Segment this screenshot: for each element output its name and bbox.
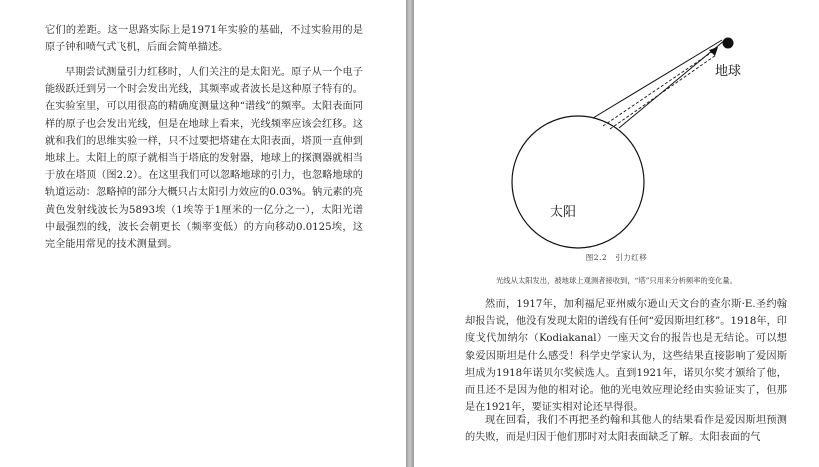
figure-caption-text: 光线从太阳发出，被地球上观测者接收到，“塔”只用来分析频率的变化量。: [496, 276, 737, 285]
paragraph: 早期尝试测量引力红移时，人们关注的是太阳光。原子从一个电子能级跃迁到另一个时会发出光线，其频率或者波长是这种原子特有的。在实验室里，可以用很高的精确度测量这种“谱线”的频率。太阳表面同样的原子也会发出光线，但是在地球上看来，光线频率应该会红移。这就和我们的思维实验一样，只不过要把塔建在太阳表面，塔顶一直伸到地球上。太阳上的原子就相当于塔底的发射器，地球上的探测器就相当于放在塔顶（图2.2）。在这里我们可以忽略地球的引力，也忽略地球的轨道运动：忽略掉的部分大概只占太阳引力效应的0.03%。钠元素的亮黄色发射线波长为5893埃（1埃等于1厘米的一亿分之一），太阳光谱中最强烈的线，波长会朝更长（频率变低）的方向移动0.0125埃，这完全能用常见的技术测量到。: [45, 67, 363, 251]
tower-outline: [593, 40, 722, 118]
sun-label: 太阳: [550, 205, 577, 220]
paragraph: 现在回看，我们不再把圣约翰和其他人的结果看作是爱因斯坦预测的失败，而是归因于他们那时对太阳表面缺乏了解。太阳表面的气: [465, 415, 787, 444]
earth-dot: [723, 38, 734, 49]
gravitational-redshift-figure: [506, 30, 756, 255]
paragraph: 然而，1917年，加利福尼亚州威尔逊山天文台的查尔斯·E.圣约翰却报告说，他没有发现太阳的谱线有任何“爱因斯坦红移”。1918年，印度戈代加纳尔（Kodiakanal）一座天文台的报告也是无结论。可以想象爱因斯坦是什么感受！科学史学家认为，这些结果直接影响了爱因斯坦成为1918年诺贝尔奖候选人。直到1921年，诺贝尔奖才颁给了他，而且还不是因为他的相对论。他的光电效应理论经由实验证实了，但那是在1921年，要证实相对论还早得很。: [465, 299, 787, 414]
tower-outline: [619, 40, 725, 128]
page-gutter: [406, 0, 414, 467]
paragraph: 它们的差距。这一思路实际上是1971年实验的基础，不过实验用的是原子钟和喷气式飞机，后面会简单描述。: [45, 25, 363, 54]
figure-caption-title: 图2.2 引力红移: [585, 253, 648, 262]
sun-circle: [512, 116, 644, 248]
light-ray: [603, 52, 712, 126]
earth-label: 地球: [715, 64, 742, 79]
right-page: [414, 0, 819, 467]
arrow-head: [709, 47, 718, 56]
left-page: [0, 0, 406, 467]
